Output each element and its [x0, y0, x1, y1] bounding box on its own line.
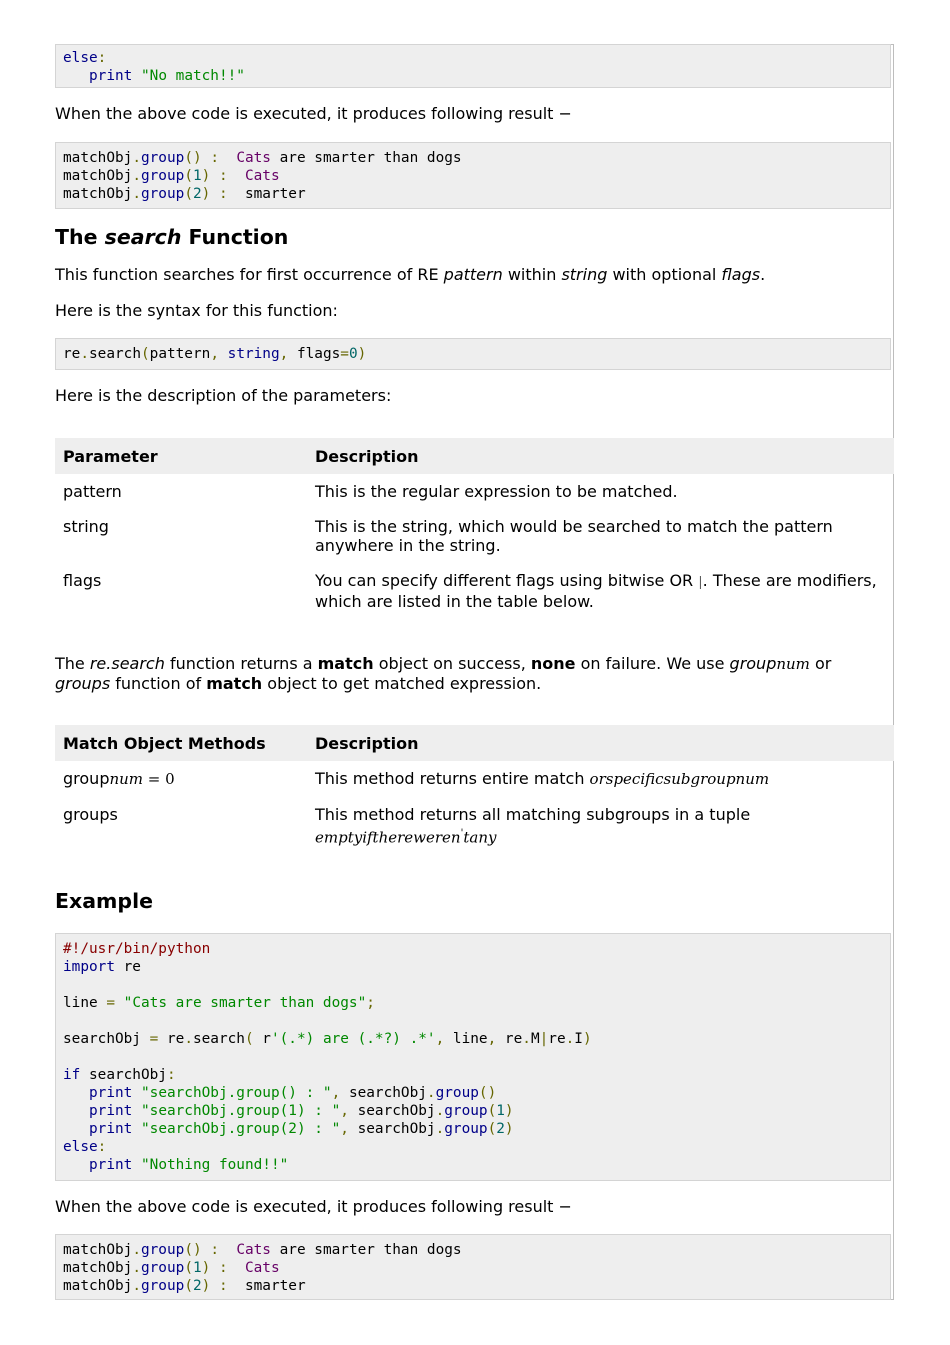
code-token: are smarter than dogs	[270, 150, 462, 166]
code-token: (	[184, 186, 193, 202]
code-token: matchObj	[63, 1242, 133, 1258]
code-token: .	[132, 186, 141, 202]
code-token: 2	[496, 1121, 505, 1137]
code-token: print	[89, 1085, 133, 1101]
code-token: re	[548, 1031, 566, 1047]
code-token: matchObj	[63, 1278, 133, 1294]
code-token: .	[435, 1121, 445, 1137]
code-token: )	[192, 1242, 202, 1258]
text-run: num	[776, 655, 810, 673]
code-token: (	[184, 1260, 193, 1276]
text-run: match	[206, 674, 263, 693]
heading-emphasis: search	[104, 225, 182, 249]
table-row	[55, 563, 894, 619]
code-token: matchObj	[63, 1260, 133, 1276]
code-token: .	[132, 1278, 141, 1294]
code-block-result-1	[55, 142, 891, 209]
code-token: M	[530, 1031, 540, 1047]
code-token: ,	[210, 346, 219, 362]
text-run: or	[809, 654, 832, 673]
code-token: (	[140, 346, 150, 362]
code-token: ,	[340, 1103, 349, 1119]
code-token: )	[504, 1121, 514, 1137]
code-token: =	[340, 346, 349, 362]
code-token: print	[89, 1121, 133, 1137]
text-run: function of	[110, 674, 207, 693]
text-run: This function searches for first occurrence of RE	[55, 265, 444, 284]
code-token: (	[487, 1103, 497, 1119]
text-run: within	[502, 265, 562, 284]
code-token: ,	[435, 1031, 445, 1047]
code-token: .	[132, 168, 141, 184]
code-token: 0	[348, 346, 358, 362]
text-run: num	[109, 770, 144, 788]
text-run: emptyifthereweren	[315, 828, 461, 847]
params-intro: Here is the description of the parameters:	[55, 386, 392, 405]
match-methods-table	[55, 725, 894, 855]
code-token: smarter	[244, 186, 306, 202]
code-token: searchObj	[348, 1121, 436, 1137]
result-intro-text: When the above code is executed, it produces following result −	[55, 104, 572, 123]
code-token: )	[504, 1103, 514, 1119]
code-token: search	[192, 1031, 245, 1047]
code-token: (	[244, 1031, 254, 1047]
code-token: searchObj	[348, 1103, 436, 1119]
table-row	[55, 509, 894, 563]
text-run: pattern	[443, 265, 503, 284]
example-heading: Example	[55, 889, 154, 913]
text-run: tany	[463, 828, 497, 847]
code-token: :	[210, 1278, 245, 1294]
code-token: print	[89, 1157, 133, 1173]
text-run: with optional	[607, 265, 722, 284]
table-header: Description	[307, 438, 894, 474]
table-cell	[307, 761, 894, 797]
code-token: |	[539, 1031, 549, 1047]
code-token: pattern	[149, 346, 211, 362]
code-token: re	[63, 346, 81, 362]
code-token: "Cats are smarter than dogs"	[115, 995, 367, 1011]
code-token: matchObj	[63, 186, 133, 202]
code-token: )	[357, 346, 367, 362]
table-row	[55, 474, 894, 509]
code-token: "No match!!"	[141, 68, 245, 84]
search-function-heading	[55, 225, 288, 249]
code-token: print	[89, 68, 133, 84]
code-token: .	[435, 1103, 445, 1119]
code-token: .	[132, 1242, 141, 1258]
text-run: .	[760, 265, 766, 284]
heading-text: Function	[181, 225, 289, 249]
text-run: . These are modifiers, which are listed in the table below.	[315, 571, 877, 611]
code-token: group	[140, 1260, 185, 1276]
text-run: '	[460, 828, 464, 839]
code-token: ,	[487, 1031, 497, 1047]
code-token: group	[140, 1278, 185, 1294]
code-token: #!/usr/bin/python	[63, 941, 211, 957]
code-token: ,	[340, 1121, 349, 1137]
text-run: group	[63, 769, 110, 788]
table-row	[55, 761, 894, 797]
code-token: :	[210, 186, 245, 202]
code-token: ,	[279, 346, 289, 362]
table-cell: string	[63, 517, 109, 536]
code-token: 2	[192, 186, 202, 202]
table-cell: This is the regular expression to be matched.	[315, 482, 678, 501]
table-header: Match Object Methods	[55, 725, 307, 761]
text-run: = 0	[143, 770, 175, 788]
code-token: string	[227, 346, 280, 362]
code-token: search	[89, 346, 141, 362]
code-token: Cats	[236, 150, 271, 166]
code-token: 1	[192, 168, 202, 184]
table-header: Parameter	[55, 438, 307, 474]
table-cell: pattern	[63, 482, 122, 501]
table-cell: groups	[63, 805, 118, 824]
code-token: searchObj	[340, 1085, 427, 1101]
code-token	[219, 346, 228, 362]
code-token: import	[63, 959, 115, 975]
code-token: (	[184, 150, 193, 166]
code-token: group	[140, 186, 185, 202]
return-description	[55, 654, 891, 693]
code-token: .	[184, 1031, 193, 1047]
code-token: 1	[192, 1260, 202, 1276]
code-token: .	[80, 346, 89, 362]
search-description	[55, 265, 891, 284]
code-token: are smarter than dogs	[270, 1242, 462, 1258]
text-run: string	[561, 265, 608, 284]
code-token: ()	[478, 1085, 497, 1101]
code-token: .	[132, 1260, 141, 1276]
code-token: re	[496, 1031, 523, 1047]
code-token: =	[106, 995, 115, 1011]
text-run: object to get matched expression.	[262, 674, 542, 693]
code-block-syntax	[55, 338, 891, 370]
code-token: )	[201, 1278, 211, 1294]
code-token: matchObj	[63, 150, 133, 166]
code-token: group	[444, 1121, 488, 1137]
code-token: group	[140, 1242, 185, 1258]
code-token: searchObj	[80, 1067, 167, 1083]
code-token: Cats	[244, 1260, 280, 1276]
text-run: on failure. We use	[575, 654, 730, 673]
code-token: .	[565, 1031, 575, 1047]
syntax-intro: Here is the syntax for this function:	[55, 301, 338, 320]
code-token: line	[444, 1031, 488, 1047]
code-token: .	[132, 150, 141, 166]
code-token: flags	[288, 346, 341, 362]
code-token: :	[201, 1242, 237, 1258]
code-token: .	[426, 1085, 436, 1101]
text-run: re.search	[89, 654, 165, 673]
code-token: )	[201, 1260, 211, 1276]
code-token: )	[192, 150, 202, 166]
code-token: "searchObj.group() : "	[132, 1085, 332, 1101]
code-token: (	[184, 168, 193, 184]
code-token: 1	[496, 1103, 505, 1119]
code-token: )	[201, 168, 211, 184]
code-token: r	[253, 1031, 271, 1047]
code-block-example	[55, 933, 891, 1181]
parameters-table	[55, 438, 894, 619]
code-token: "searchObj.group(1) : "	[132, 1103, 341, 1119]
code-token: group	[444, 1103, 488, 1119]
code-token: :	[210, 1260, 245, 1276]
table-header: Description	[307, 725, 894, 761]
code-token: ;	[366, 995, 375, 1011]
code-token: )	[582, 1031, 592, 1047]
table-header-row	[55, 438, 894, 474]
table-row	[55, 797, 894, 855]
code-token: )	[201, 186, 211, 202]
code-token: :	[97, 50, 107, 66]
code-token: (	[184, 1242, 193, 1258]
table-header-row	[55, 725, 894, 761]
text-run: flags	[721, 265, 761, 284]
code-token: 2	[192, 1278, 202, 1294]
code-token: :	[201, 150, 237, 166]
text-run: groups	[55, 674, 111, 693]
code-token: "Nothing found!!"	[132, 1157, 289, 1173]
code-token	[63, 68, 89, 84]
code-token: I	[574, 1031, 583, 1047]
table-cell: This is the string, which would be searched to match the pattern anywhere in the string.	[315, 517, 833, 555]
code-token: searchObj	[63, 1031, 150, 1047]
text-run: You can specify different flags using bitwise OR	[315, 571, 699, 590]
text-run: This method returns entire match	[315, 769, 590, 788]
table-cell: flags	[63, 571, 102, 590]
code-token: Cats	[236, 1242, 271, 1258]
code-token: :	[166, 1067, 176, 1083]
text-run: The	[55, 654, 90, 673]
code-token: print	[89, 1103, 133, 1119]
code-token: smarter	[244, 1278, 306, 1294]
code-token: (	[184, 1278, 193, 1294]
code-token: else	[63, 50, 98, 66]
text-run: none	[530, 654, 576, 673]
code-token: '(.*) are (.*?) .*'	[270, 1031, 436, 1047]
code-token: group	[435, 1085, 479, 1101]
table-cell	[55, 761, 307, 797]
code-token: :	[97, 1139, 107, 1155]
text-run: object on success,	[373, 654, 531, 673]
table-cell	[307, 797, 894, 855]
text-run: match	[317, 654, 374, 673]
code-token: re	[114, 959, 141, 975]
code-block-result-2	[55, 1234, 891, 1300]
code-token: =	[149, 1031, 159, 1047]
text-run: group	[729, 654, 777, 673]
code-token: ,	[331, 1085, 341, 1101]
code-token: :	[210, 168, 245, 184]
code-token: "searchObj.group(2) : "	[132, 1121, 341, 1137]
result-intro-text-2: When the above code is executed, it produces following result −	[55, 1197, 572, 1216]
code-token: matchObj	[63, 168, 133, 184]
text-run: This method returns all matching subgroups in a tuple	[315, 805, 751, 824]
code-token: Cats	[244, 168, 280, 184]
code-token: re	[158, 1031, 185, 1047]
text-run: |	[698, 575, 703, 590]
code-token: line	[63, 995, 107, 1011]
code-token: group	[140, 150, 185, 166]
text-run: orspecificsubgroupnum	[589, 770, 770, 788]
table-cell	[307, 563, 894, 619]
code-token: else	[63, 1139, 98, 1155]
code-token: .	[522, 1031, 531, 1047]
text-run: function returns a	[164, 654, 318, 673]
code-block-else	[55, 44, 891, 88]
code-token: group	[140, 168, 185, 184]
code-token: (	[487, 1121, 497, 1137]
code-token: if	[63, 1067, 81, 1083]
heading-text: The	[55, 225, 105, 249]
